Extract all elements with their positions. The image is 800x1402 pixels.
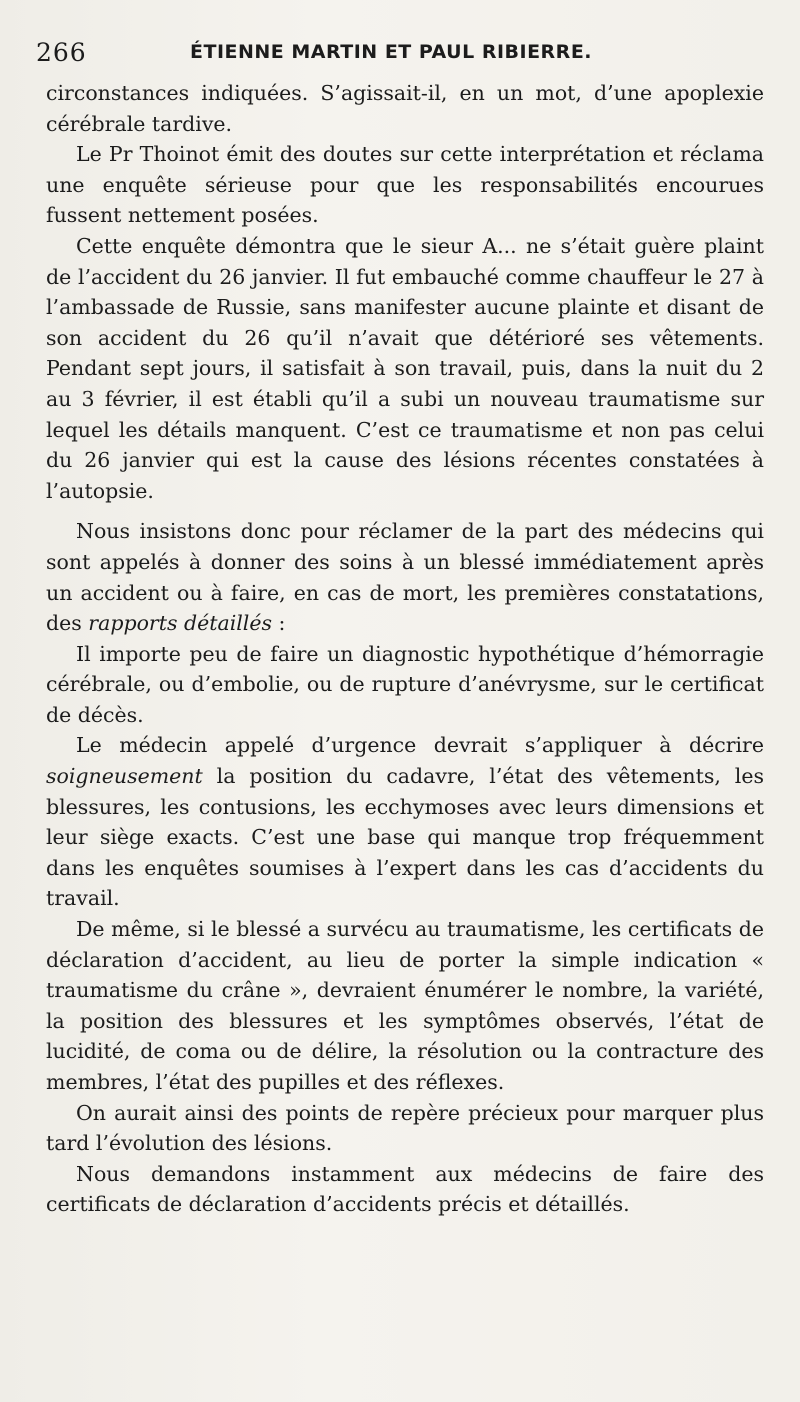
- paragraph-9: Nous demandons instamment aux médecins de faire des certificats de déclaration d’accidents précis et détaillés.: [46, 1161, 764, 1217]
- paragraph-1: circonstances indiquées. S’agissait-il, en un mot, d’une apoplexie cérébrale tardive.: [46, 81, 764, 136]
- paragraph-4-end: :: [272, 611, 286, 636]
- running-head: ÉTIENNE MARTIN ET PAUL RIBIERRE.: [190, 41, 593, 63]
- paragraph-6-end: la position du cadavre, l’état des vêtements, les blessures, les contusions, les ecchymoses avec leurs dimensions et leur siège exacts. C’est une base qui manque trop fréquemment dans les enquêtes soumises à l’expert dans les cas d’accidents du travail.: [46, 764, 764, 911]
- paragraph-4-text: Nous insistons donc pour réclamer de la part des médecins qui sont appelés à donner des soins à un blessé immédiatement après un accident ou à faire, en cas de mort, les premières constatations, des: [46, 519, 764, 636]
- paragraph-6: [46, 730, 764, 914]
- paragraph-8: On aurait ainsi des points de repère précieux pour marquer plus tard l’évolution des lésions.: [46, 1100, 764, 1156]
- page-header: [36, 38, 766, 68]
- paragraph-4: [46, 516, 764, 638]
- page-number: 266: [36, 38, 87, 67]
- paragraph-4-emphasis: rapports détaillés: [88, 611, 273, 636]
- paragraph-6-text: Le médecin appelé d’urgence devrait s’appliquer à décrire: [76, 733, 764, 758]
- paragraph-3: Cette enquête démontra que le sieur A... ne s’était guère plaint de l’accident du 26 janvier. Il fut embauché comme chauffeur le 27 à l’ambassade de Russie, sans manifester aucune plainte et disant de son accident du 26 qu’il n’avait que détérioré ses vêtements. Pendant sept jours, il satisfait à son travail, puis, dans la nuit du 2 au 3 février, il est établi qu’il a subi un nouveau traumatisme sur lequel les détails manquent. C’est ce traumatisme et non pas celui du 26 janvier qui est la cause des lésions récentes constatées à l’autopsie.: [46, 233, 764, 503]
- paragraph-6-emphasis: soigneusement: [46, 764, 203, 789]
- paragraph-7: De même, si le blessé a survécu au traumatisme, les certificats de déclaration d’accident, au lieu de porter la simple indication « traumatisme du crâne », devraient énumérer le nombre, la variété, la position des blessures et les symptômes observés, l’état de lucidité, de coma ou de délire, la résolution ou la contracture des membres, l’état des pupilles et des réflexes.: [46, 917, 764, 1094]
- paragraph-2: Le Pr Thoinot émit des doutes sur cette interprétation et réclama une enquête sérieuse pour que les responsabilités encourues fussent nettement posées.: [46, 142, 764, 228]
- paragraph-5: Il importe peu de faire un diagnostic hypothétique d’hémorragie cérébrale, ou d’embolie, ou de rupture d’anévrysme, sur le certificat de décès.: [46, 641, 764, 727]
- body-text: [46, 78, 764, 1220]
